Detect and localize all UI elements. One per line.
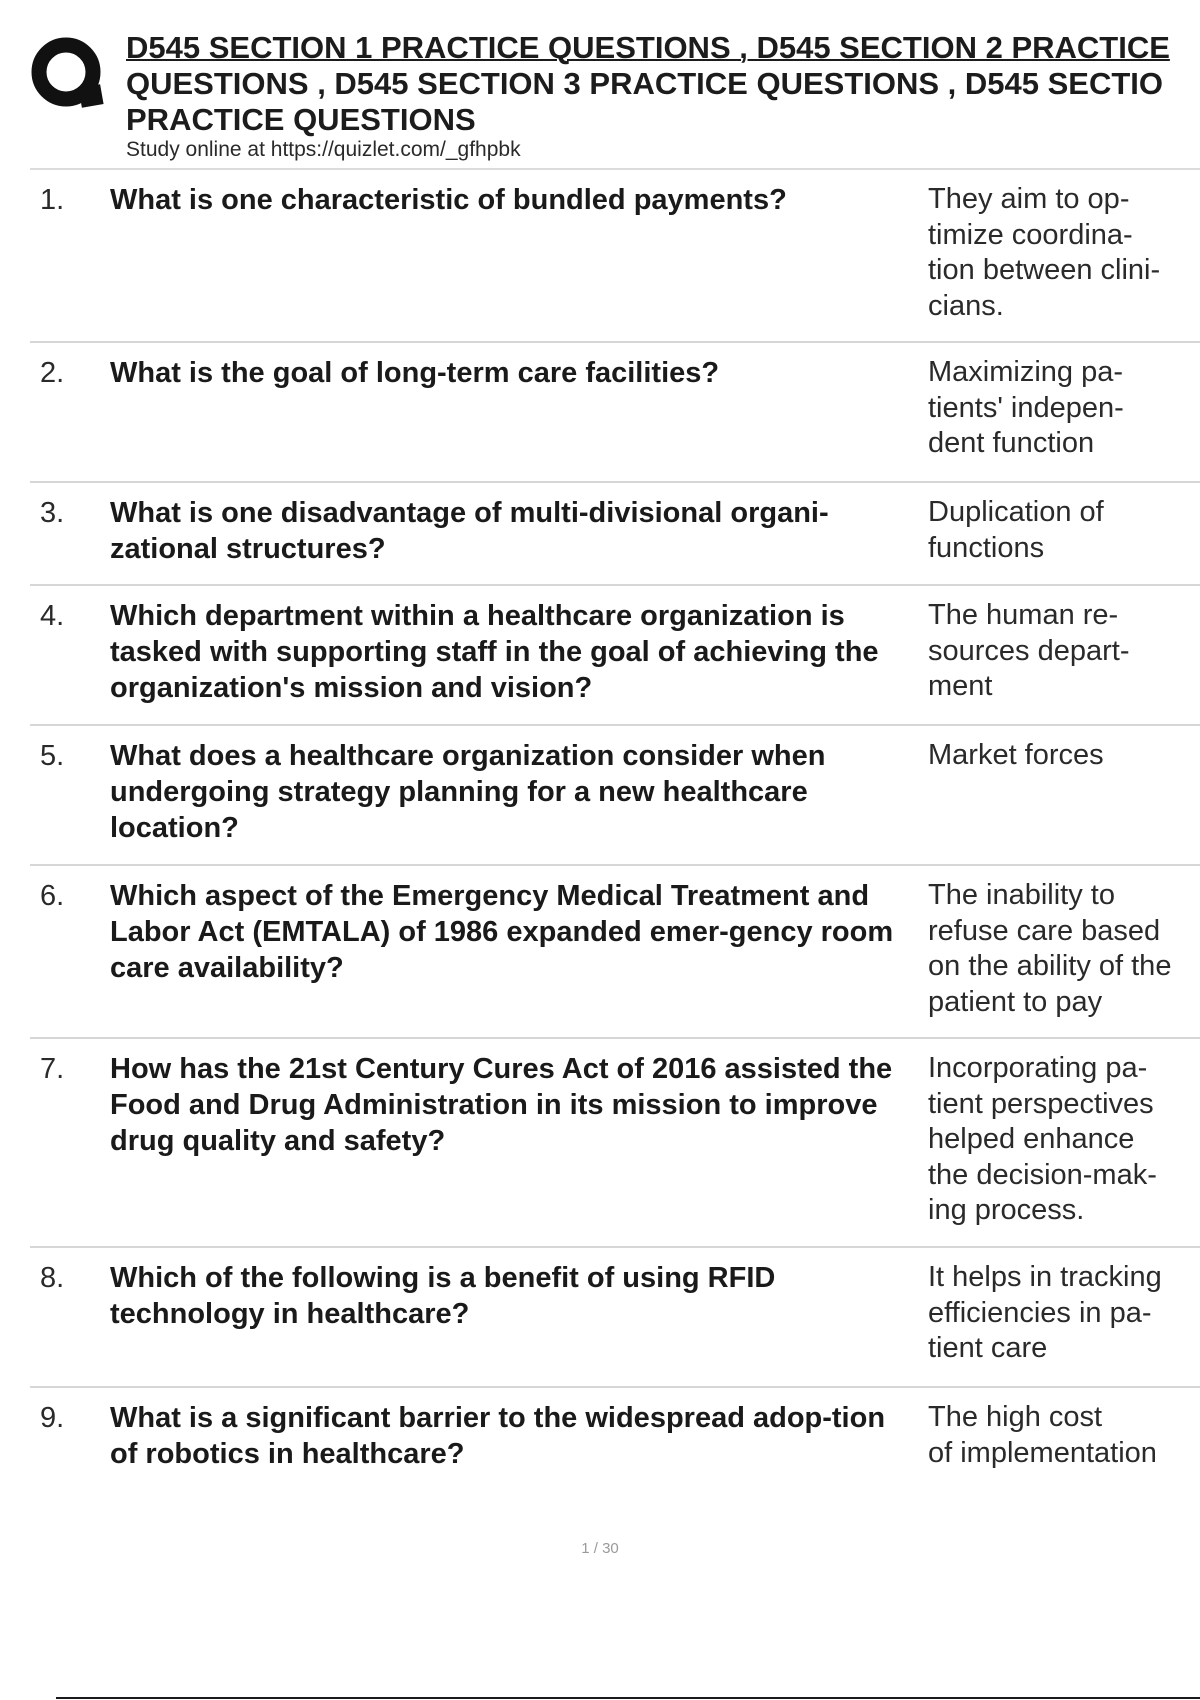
question-text: How has the 21st Century Cures Act of 2016 assisted the Food and Drug Administration in its mission to improve drug quality and safety? xyxy=(110,1053,893,1157)
question-text: What is one characteristic of bundled payments? xyxy=(110,184,787,216)
question-text: What is the goal of long-term care facilities? xyxy=(110,357,720,389)
answer-line: timize coordina- xyxy=(928,218,1133,251)
answer-line: functions xyxy=(928,531,1045,564)
document-title xyxy=(126,30,1200,138)
answer-text xyxy=(922,598,1200,724)
answer-line: of implementation xyxy=(928,1436,1157,1469)
answer-line: ing process. xyxy=(928,1194,1085,1226)
answer-text xyxy=(922,738,1200,864)
question-number: 3. xyxy=(40,497,65,529)
question-number: 6. xyxy=(40,880,65,912)
answer-line: Incorporating pa- xyxy=(928,1052,1148,1084)
qa-row xyxy=(30,586,1200,726)
answer-line: efficiencies in pa- xyxy=(928,1296,1152,1329)
qa-row xyxy=(30,866,1200,1039)
question-number: 2. xyxy=(40,357,65,389)
answer-line: Market forces xyxy=(928,739,1104,771)
qa-row xyxy=(30,1039,1200,1248)
question-text: Which aspect of the Emergency Medical Treatment and Labor Act (EMTALA) of 1986 expanded emer-gency room care availability? xyxy=(110,880,894,984)
qa-row xyxy=(30,343,1200,483)
answer-line: sources depart- xyxy=(928,634,1130,667)
question-number: 8. xyxy=(40,1262,65,1294)
question-text: Which department within a healthcare organization is tasked with supporting staff in the goal of achieving the organization's mission and vision? xyxy=(110,600,879,704)
answer-text xyxy=(922,1051,1200,1246)
title-line-1: D545 SECTION 1 PRACTICE QUESTIONS , D545 SECTION 2 PRACTICE xyxy=(126,30,1170,65)
answer-line: It helps in tracking xyxy=(928,1261,1162,1293)
qa-row xyxy=(30,726,1200,866)
question-text: What does a healthcare organization consider when undergoing strategy planning for a new healthcare location? xyxy=(110,740,826,844)
question-text: What is one disadvantage of multi-divisional organi-zational structures? xyxy=(110,497,829,565)
answer-line: dent function xyxy=(928,427,1095,459)
answer-line: tient perspectives xyxy=(928,1087,1154,1120)
answer-line: the decision-mak- xyxy=(928,1158,1157,1191)
question-answer-list xyxy=(30,170,1200,1508)
answer-line: tient care xyxy=(928,1332,1048,1364)
title-line-3: PRACTICE QUESTIONS xyxy=(126,102,476,137)
answer-text xyxy=(922,355,1200,481)
study-online-link[interactable]: Study online at https://quizlet.com/_gfhpbk xyxy=(126,138,521,161)
quizlet-q-logo-icon xyxy=(30,36,106,112)
answer-line: ment xyxy=(928,670,993,702)
answer-line: tients' indepen- xyxy=(928,391,1124,424)
answer-line: patient to pay xyxy=(928,985,1103,1018)
question-text: Which of the following is a benefit of using RFID technology in healthcare? xyxy=(110,1262,776,1330)
qa-row xyxy=(30,1388,1200,1508)
answer-line: Duplication of xyxy=(928,496,1104,528)
answer-line: on the ability of the xyxy=(928,950,1172,982)
answer-text xyxy=(922,182,1200,341)
title-line-2: QUESTIONS , D545 SECTION 3 PRACTICE QUESTIONS , D545 SECTIO xyxy=(126,66,1164,101)
answer-line: tion between clini- xyxy=(928,254,1161,286)
question-text: What is a significant barrier to the widespread adop-tion of robotics in healthcare? xyxy=(110,1402,886,1470)
bottom-divider xyxy=(56,1697,1200,1699)
answer-line: helped enhance xyxy=(928,1123,1135,1155)
answer-text xyxy=(922,1260,1200,1386)
question-number: 7. xyxy=(40,1053,65,1085)
answer-line: refuse care based xyxy=(928,914,1161,947)
answer-line: They aim to op- xyxy=(928,183,1130,215)
answer-line: Maximizing pa- xyxy=(928,356,1123,388)
question-number: 1. xyxy=(40,184,65,216)
answer-line: The inability to xyxy=(928,879,1115,911)
answer-line: The high cost xyxy=(928,1401,1103,1433)
answer-line: cians. xyxy=(928,289,1004,322)
answer-text xyxy=(922,495,1200,584)
question-number: 9. xyxy=(40,1402,65,1434)
qa-row xyxy=(30,170,1200,343)
answer-line: The human re- xyxy=(928,599,1119,631)
answer-text xyxy=(922,1400,1200,1508)
question-number: 4. xyxy=(40,600,65,632)
question-number: 5. xyxy=(40,740,65,772)
qa-row xyxy=(30,1248,1200,1388)
answer-text xyxy=(922,878,1200,1037)
page-number: 1 / 30 xyxy=(581,1540,619,1557)
qa-row xyxy=(30,483,1200,586)
